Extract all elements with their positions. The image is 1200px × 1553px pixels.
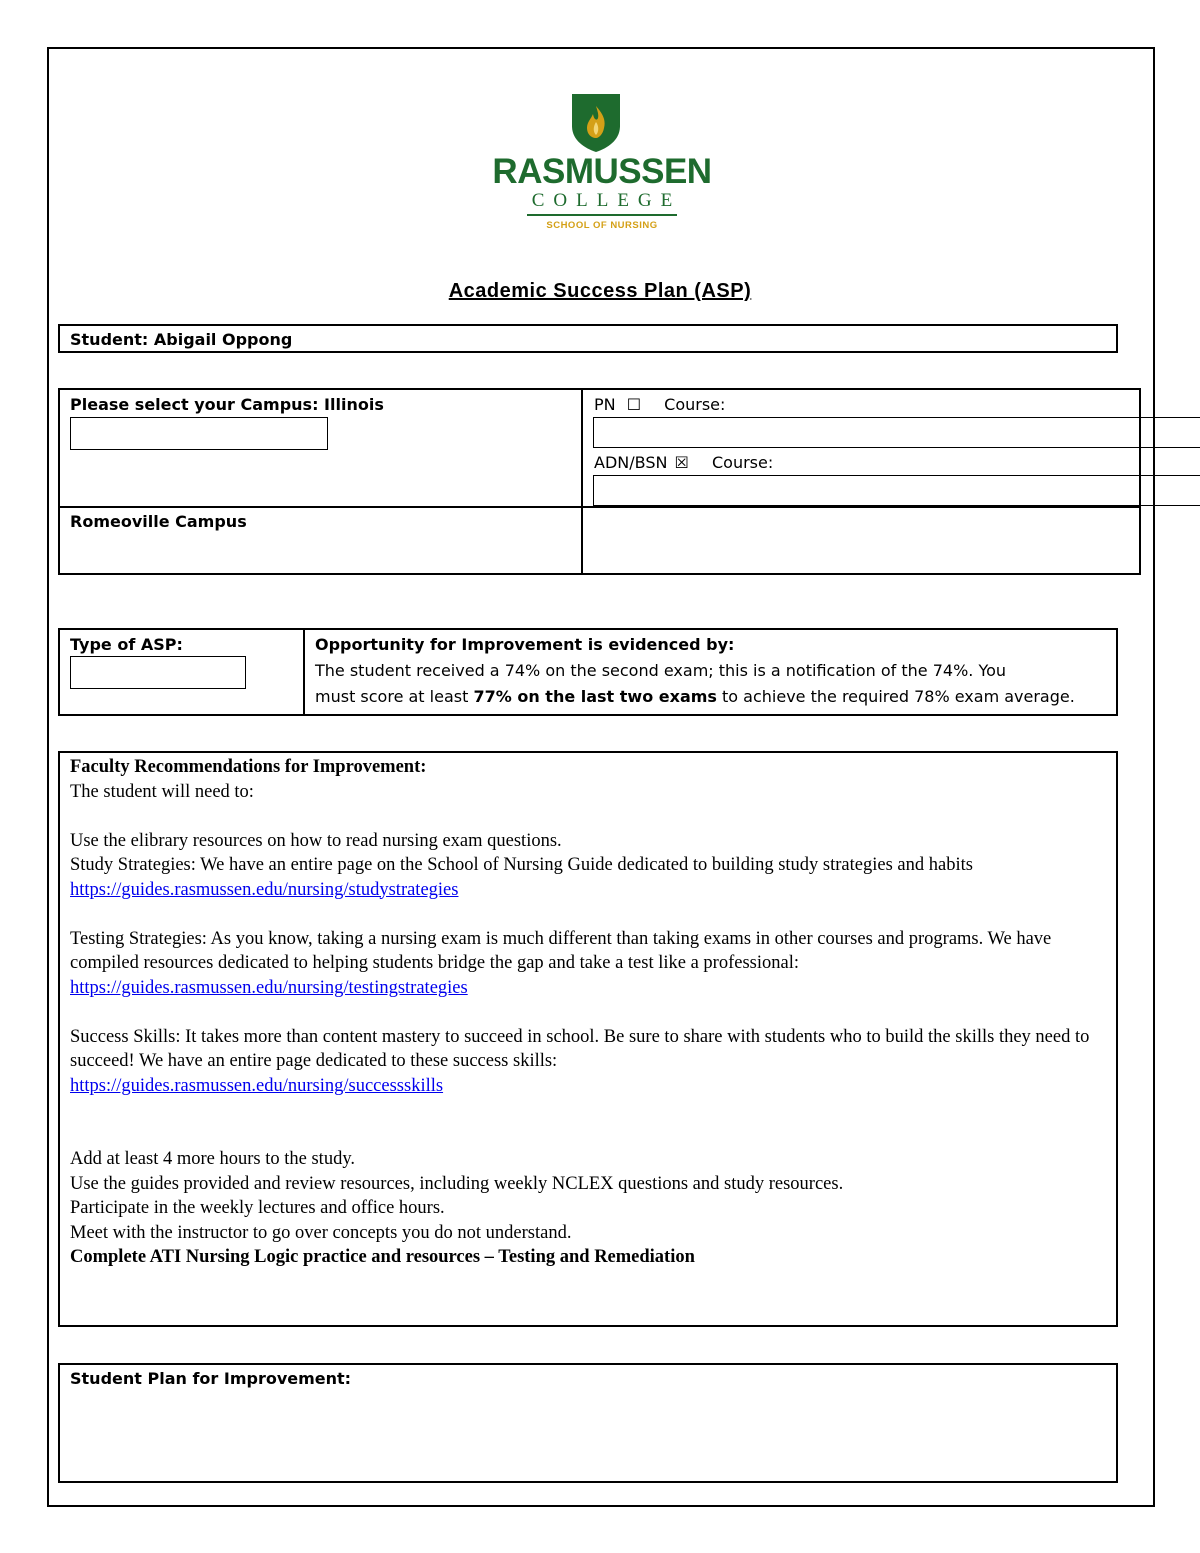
- page-title: Academic Success Plan (ASP): [448, 280, 752, 302]
- opportunity-line2: [315, 687, 1075, 706]
- logo-school: SCHOOL OF NURSING: [546, 220, 658, 231]
- opportunity-heading: Opportunity for Improvement is evidenced by:: [315, 635, 735, 654]
- logo-brand: RASMUSSEN: [492, 152, 712, 191]
- action-item: Meet with the instructor to go over concepts you do not understand.: [70, 1222, 572, 1243]
- asp-type-select[interactable]: [70, 656, 246, 689]
- pn-label: PN: [594, 395, 616, 414]
- study-strategies-link[interactable]: https://guides.rasmussen.edu/nursing/studystrategies: [70, 879, 459, 900]
- campus-label: Please select your Campus: Illinois: [70, 395, 384, 414]
- spacer: [70, 804, 1110, 829]
- campus-table-vdivider: [581, 388, 583, 575]
- testing-strategies-link[interactable]: https://guides.rasmussen.edu/nursing/testingstrategies: [70, 977, 468, 998]
- action-item-bold: Complete ATI Nursing Logic practice and resources – Testing and Remediation: [70, 1247, 695, 1267]
- campus-value: Romeoville Campus: [70, 512, 247, 531]
- campus-select[interactable]: [70, 417, 328, 450]
- adn-course-label: Course:: [711, 453, 774, 472]
- study-strategies-text: Study Strategies: We have an entire page on the School of Nursing Guide dedicated to building study strategies and habits: [70, 855, 973, 875]
- spacer: [70, 902, 1110, 927]
- pn-row: [594, 395, 725, 414]
- opportunity-line2-bold: 77% on the last two exams: [473, 687, 717, 706]
- opportunity-line1: The student received a 74% on the second exam; this is a notification of the 74%. You: [315, 661, 1007, 680]
- faculty-heading: Faculty Recommendations for Improvement:: [70, 757, 427, 777]
- adn-checkbox[interactable]: ☒: [674, 453, 689, 472]
- adn-row: [594, 453, 773, 472]
- success-skills-text: Success Skills: It takes more than content mastery to succeed in school. Be sure to share with students who to build the skills they need to succeed! We have an entire page dedicated to these success skills:: [70, 1026, 1090, 1071]
- success-skills-link[interactable]: https://guides.rasmussen.edu/nursing/successskills: [70, 1075, 444, 1096]
- opportunity-line2-pre: must score at least: [315, 687, 469, 706]
- spacer: [70, 1000, 1110, 1025]
- elibrary-text: Use the elibrary resources on how to read nursing exam questions.: [70, 830, 562, 851]
- faculty-intro: The student will need to:: [70, 781, 254, 802]
- pn-course-field[interactable]: [593, 417, 1200, 448]
- campus-table-hdivider: [58, 506, 1141, 508]
- action-item: Use the guides provided and review resources, including weekly NCLEX questions and study resources.: [70, 1173, 844, 1194]
- opportunity-line2-post: to achieve the required 78% exam average.: [722, 687, 1075, 706]
- action-item: Participate in the weekly lectures and office hours.: [70, 1198, 445, 1218]
- faculty-content: [70, 755, 1110, 1270]
- logo-underline: [527, 214, 677, 216]
- pn-checkbox[interactable]: ☐: [626, 395, 642, 414]
- adn-label: ADN/BSN: [594, 453, 668, 472]
- student-label: Student: Abigail Oppong: [70, 330, 293, 349]
- asp-table-divider: [303, 628, 305, 716]
- testing-strategies-text: Testing Strategies: As you know, taking a nursing exam is much different than taking exams in other courses and programs. We have compiled resources dedicated to helping students bridge the gap and take a test like a professional:: [70, 928, 1052, 973]
- student-box: [58, 324, 1118, 353]
- shield-flame-icon: [570, 92, 622, 154]
- action-item: Add at least 4 more hours to the study.: [70, 1149, 355, 1169]
- logo-subbrand: COLLEGE: [531, 190, 682, 211]
- adn-course-field[interactable]: [593, 475, 1200, 506]
- asp-type-label: Type of ASP:: [70, 635, 183, 654]
- pn-course-label: Course:: [664, 395, 726, 414]
- rasmussen-logo: [487, 92, 717, 234]
- spacer: [70, 1098, 1110, 1123]
- spacer: [70, 1123, 1110, 1148]
- student-plan-heading: Student Plan for Improvement:: [70, 1369, 352, 1388]
